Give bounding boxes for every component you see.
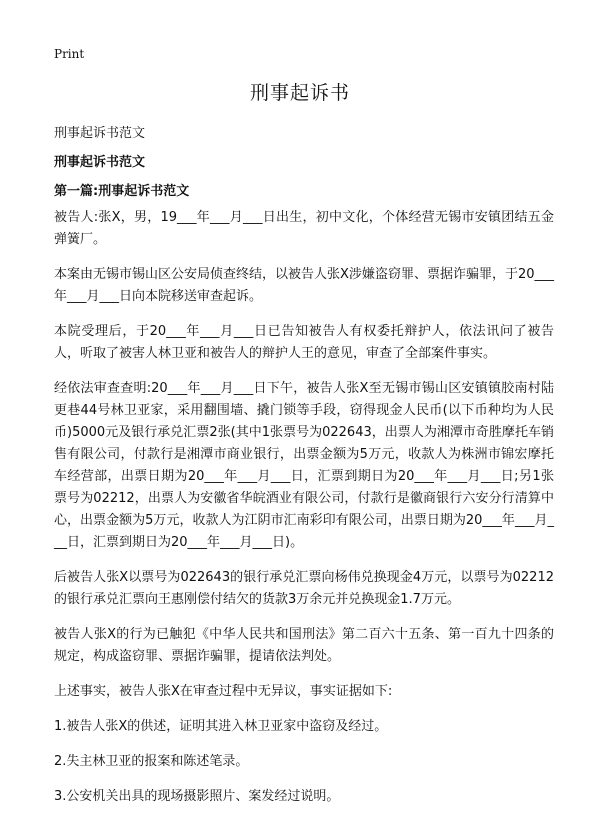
document-body (54, 207, 554, 821)
print-link[interactable]: Print (54, 47, 85, 61)
paragraph-exchange: 后被告人张X以票号为022643的银行承兑汇票向杨伟兑换现金4万元，以票号为02212的银行承兑汇票向王惠刚偿付结欠的货款3万余元并兑换现金1.7万元。 (54, 570, 554, 607)
paragraph-charges: 被告人张X的行为已触犯《中华人民共和国刑法》第二百六十五条、第一百九十四条的规定，构成盗窃罪、票据诈骗罪，提请依法判处。 (54, 627, 554, 664)
paragraph-acceptance: 本院受理后，于20___年___月___日已告知被告人有权委托辩护人，依法讯问了被告人，听取了被害人林卫亚和被告人的辩护人王的意见，审查了全部案件事实。 (54, 324, 554, 361)
document-title: 刑事起诉书 (249, 82, 350, 104)
paragraph-findings: 经依法审查查明:20___年___月___日下午，被告人张X至无锡市锡山区安镇镇胶南村陆更巷44号林卫亚家，采用翻围墙、撬门锁等手段，窃得现金人民币(以下币种均为人民币)5000元及银行承兑汇票2张(其中1张票号为022643，出票人为湘潭市奇胜摩托车销售有限公司，付款行是湘潭市商业银行，出票金额为5万元，收款人为株洲市锦宏摩托车经营部，出票日期为20___年___月___日，汇票到期日为20___年___月___日;另1张票号为02212，出票人为安徽省华皖酒业有限公司，付款行是徽商银行六安分行清算中心，出票金额为5万元，收款人为江阴市汇南彩印有限公司，出票日期为20___年___月___日，汇票到期日为20___年___月___日)。 (54, 381, 554, 550)
evidence-item-2: 2.失主林卫亚的报案和陈述笔录。 (54, 754, 249, 769)
evidence-item-3: 3.公安机关出具的现场摄影照片、案发经过说明。 (54, 789, 340, 804)
document-subtitle: 刑事起诉书范文 (54, 126, 146, 141)
section-heading: 第一篇:刑事起诉书范文 (54, 184, 190, 199)
paragraph-evidence-intro: 上述事实，被告人张X在审查过程中无异议，事实证据如下: (54, 684, 393, 699)
evidence-item-1: 1.被告人张X的供述，证明其进入林卫亚家中盗窃及经过。 (54, 719, 388, 734)
paragraph-case-transfer: 本案由无锡市锡山区公安局侦查终结，以被告人张X涉嫌盗窃罪、票据诈骗罪，于20___年___月___日向本院移送审查起诉。 (54, 267, 554, 304)
paragraph-defendant-info: 被告人:张X，男，19___年___月___日出生，初中文化，个体经营无锡市安镇团结五金弹簧厂。 (54, 210, 554, 247)
document-subtitle-bold: 刑事起诉书范文 (54, 155, 146, 170)
